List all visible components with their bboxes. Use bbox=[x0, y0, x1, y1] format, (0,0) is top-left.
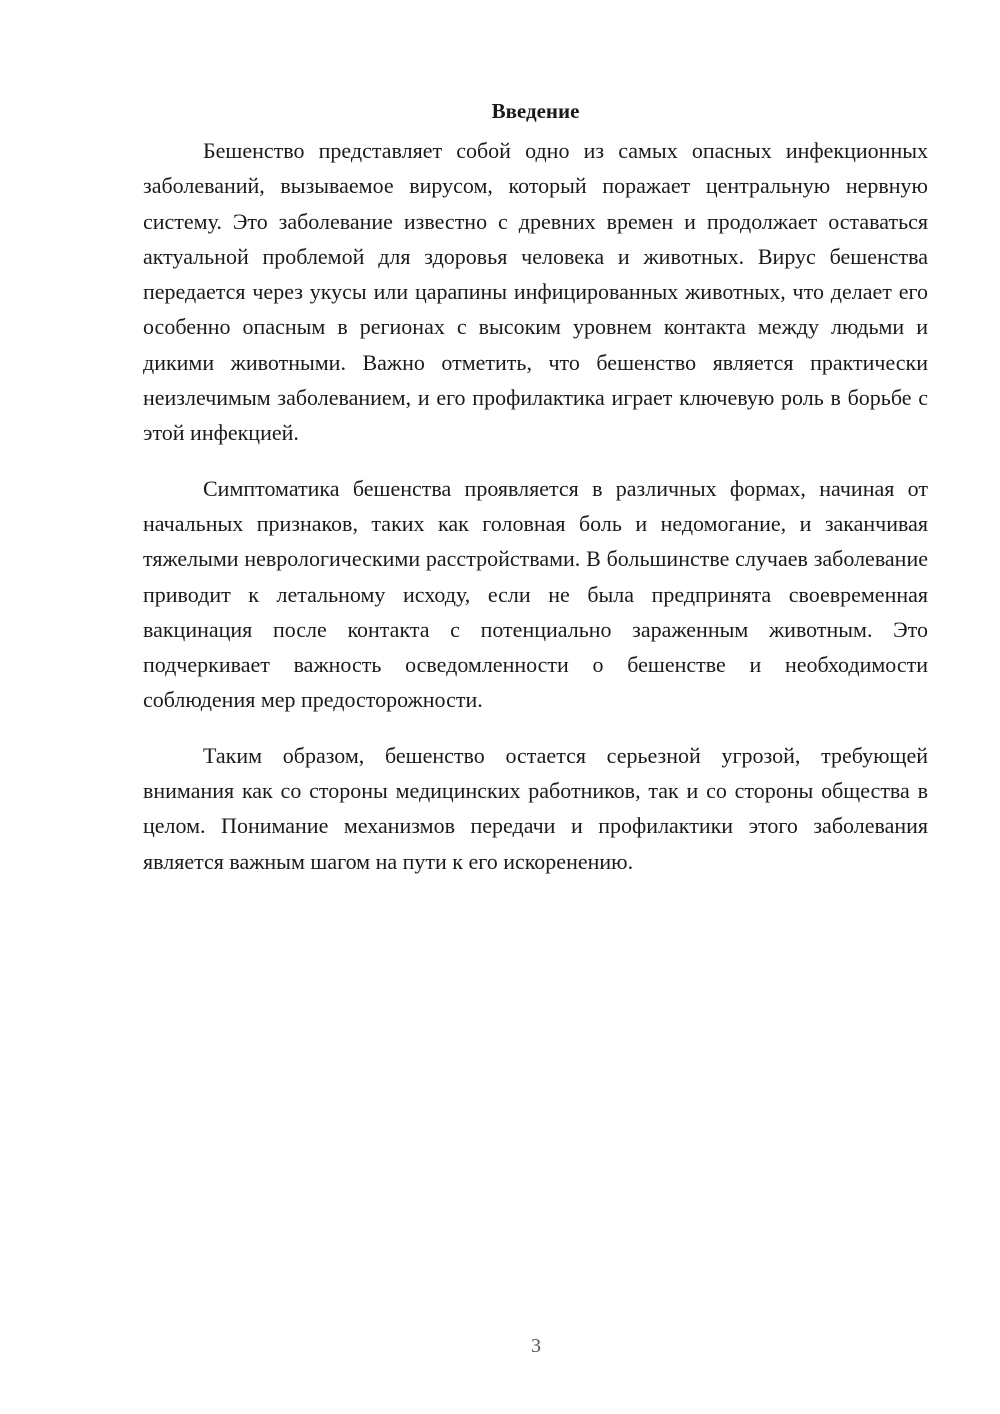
paragraph-3: Таким образом, бешенство остается серьезной угрозой, требующей внимания как со стороны медицинских работников, так и со стороны общества в целом. Понимание механизмов передачи и профилактики этого заболевания является важным шагом на пути к его искоренению. bbox=[143, 742, 928, 874]
section-heading: Введение bbox=[491, 99, 580, 123]
page-number: 3 bbox=[531, 1335, 541, 1357]
paragraph-1: Бешенство представляет собой одно из самых опасных инфекционных заболеваний, вызываемое вирусом, который поражает центральную нервную систему. Это заболевание известно с древних времен и продолжает оставаться актуальной проблемой для здоровья человека и животных. Вирус бешенства передается через укусы или царапины инфицированных животных, что делает его особенно опасным в регионах с высоким уровнем контакта между людьми и дикими животными. Важно отметить, что бешенство является практически неизлечимым заболеванием, и его профилактика играет ключевую роль в борьбе с этой инфекцией. bbox=[143, 138, 928, 446]
document-body bbox=[143, 96, 928, 899]
paragraph-2: Симптоматика бешенства проявляется в различных формах, начиная от начальных признаков, таких как головная боль и недомогание, и заканчивая тяжелыми неврологическими расстройствами. В большинстве случаев заболевание приводит к летальному исходу, если не была предпринята своевременная вакцинация после контакта с потенциально зараженным животным. Это подчеркивает важность осведомленности о бешенстве и необходимости соблюдения мер предосторожности. bbox=[143, 475, 928, 713]
